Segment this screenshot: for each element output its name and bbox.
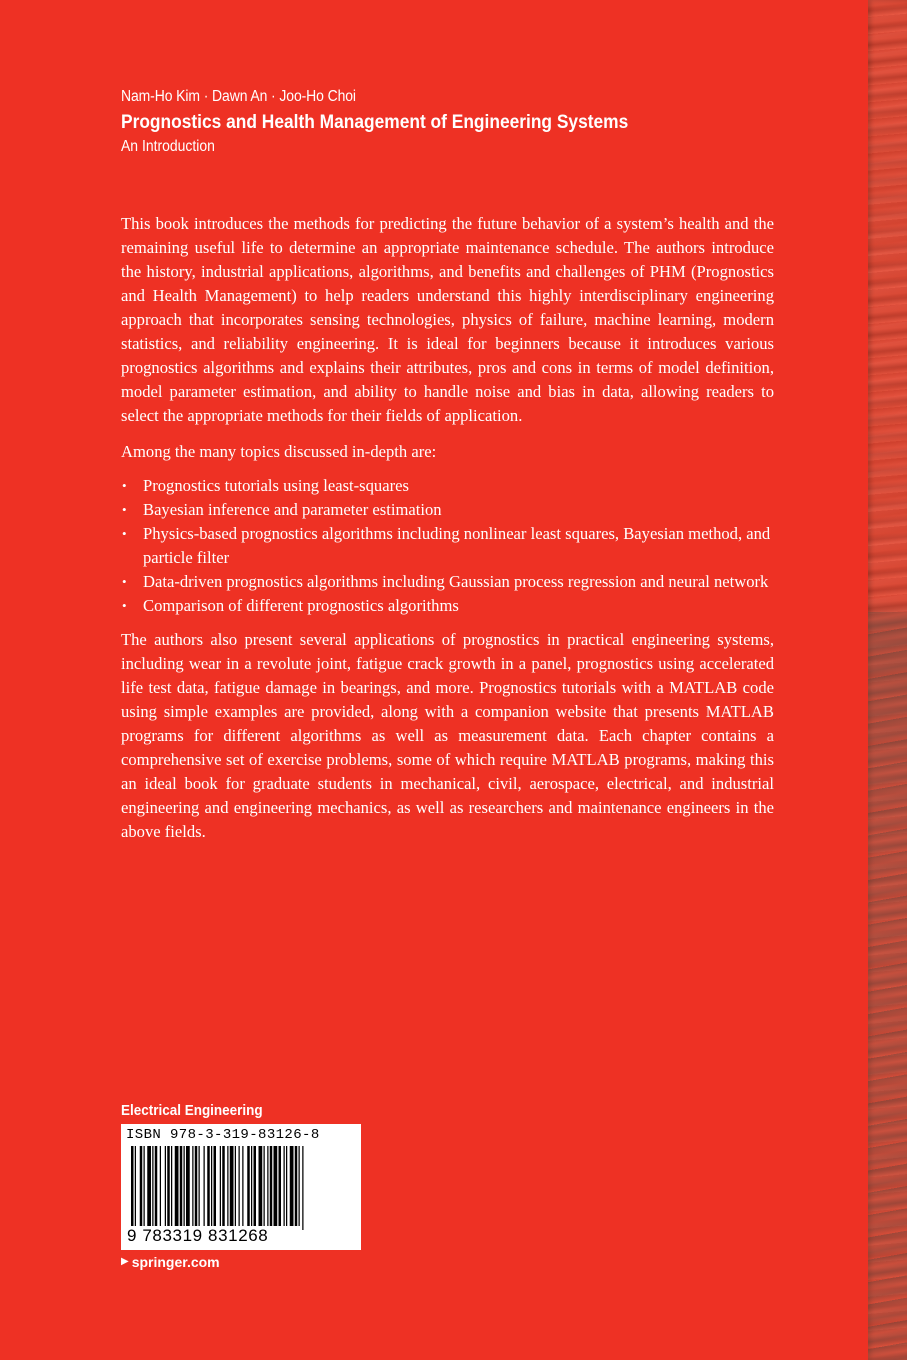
barcode-bar bbox=[199, 1146, 200, 1226]
barcode-bar bbox=[167, 1146, 170, 1226]
list-item: • Data-driven prognostics algorithms including Gaussian process regression and neural network bbox=[121, 570, 774, 594]
barcode-bar bbox=[302, 1146, 303, 1230]
barcode-bar bbox=[284, 1146, 285, 1226]
description-paragraph-2: The authors also present several applications of prognostics in practical engineering systems, including wear in a revolute joint, fatigue crack growth in a panel, prognostics using accelerated life test data, fatigue damage in bearings, and more. Prognostics tutorials with a MATLAB code using simple examples are provided, along with a companion website that presents MATLAB programs for different algorithms as well as measurement data. Each chapter contains a comprehensive set of exercise problems, some of which require MATLAB programs, making this an ideal book for graduate students in mechanical, civil, aerospace, electrical, and industrial engineering and engineering mechanics, as well as researchers and maintenance engineers in the above fields. bbox=[121, 630, 774, 841]
book-title: Prognostics and Health Management of Engineering Systems bbox=[121, 111, 629, 133]
barcode-bar bbox=[295, 1146, 298, 1226]
barcode-bar bbox=[286, 1146, 287, 1226]
barcode-bar bbox=[140, 1146, 143, 1226]
list-item: • Physics-based prognostics algorithms including nonlinear least squares, Bayesian method, and particle filter bbox=[121, 522, 774, 570]
isbn-barcode bbox=[121, 1124, 361, 1250]
cover-header bbox=[121, 86, 821, 158]
barcode-bar bbox=[254, 1146, 257, 1226]
barcode-bar bbox=[152, 1146, 153, 1226]
barcode-bar bbox=[299, 1146, 300, 1226]
barcode-bar bbox=[279, 1146, 282, 1226]
barcode-bar bbox=[214, 1146, 217, 1226]
barcode-bar bbox=[192, 1146, 193, 1226]
barcode-bar bbox=[186, 1146, 190, 1226]
barcode-bar bbox=[160, 1146, 161, 1226]
barcode-bar bbox=[274, 1146, 278, 1226]
description-paragraph-1: This book introduces the methods for predicting the future behavior of a system’s health and the remaining useful life to determine an appropriate maintenance schedule. The authors introduce the history, industrial applications, algorithms, and benefits and challenges of PHM (Prognostics and Health Management) to help readers understand this highly interdisciplinary engineering approach that incorporates sensing technologies, physics of failure, machine learning, modern statistics, and reliability engineering. It is ideal for beginners because it introduces various prognostics algorithms and explains their attributes, pros and cons in terms of model definition, model parameter estimation, and ability to handle noise and bias in data, allowing readers to select the appropriate methods for their fields of application. bbox=[121, 214, 774, 425]
barcode-bar bbox=[242, 1146, 243, 1226]
spine-texture-top bbox=[868, 0, 907, 612]
barcode-bar bbox=[207, 1146, 210, 1226]
website-text: springer.com bbox=[131, 1254, 220, 1270]
barcode-bar bbox=[247, 1146, 250, 1226]
list-item: • Comparison of different prognostics algorithms bbox=[121, 594, 774, 618]
barcode-bar bbox=[195, 1146, 198, 1226]
subject-category: Electrical Engineering bbox=[121, 1103, 263, 1119]
spine-texture-band bbox=[868, 612, 907, 1360]
barcode-bar bbox=[131, 1146, 134, 1230]
barcode-bar bbox=[270, 1146, 273, 1226]
barcode-bar bbox=[184, 1146, 185, 1226]
barcode-bar bbox=[144, 1146, 145, 1226]
barcode-bar bbox=[264, 1146, 265, 1226]
barcode-bar bbox=[155, 1146, 158, 1226]
barcode-bar bbox=[259, 1146, 263, 1226]
barcode-bar bbox=[180, 1146, 183, 1226]
topics-list bbox=[121, 474, 774, 618]
barcode-bar bbox=[220, 1146, 221, 1226]
barcode-bar bbox=[165, 1146, 166, 1226]
book-description bbox=[121, 212, 774, 844]
barcode-number: 9 783319 831268 bbox=[127, 1226, 269, 1245]
barcode-bar bbox=[251, 1146, 252, 1226]
barcode-bar bbox=[175, 1146, 179, 1226]
barcode-bars bbox=[121, 1146, 361, 1230]
authors: Nam-Ho Kim · Dawn An · Joo-Ho Choi bbox=[121, 88, 356, 105]
barcode-bar bbox=[290, 1146, 294, 1226]
website-link[interactable] bbox=[121, 1251, 220, 1273]
list-item: • Bayesian inference and parameter estimation bbox=[121, 498, 774, 522]
barcode-bar bbox=[222, 1146, 225, 1226]
topics-intro: Among the many topics discussed in-depth are: bbox=[121, 442, 437, 461]
barcode-bar bbox=[147, 1146, 151, 1226]
list-item: • Prognostics tutorials using least-squares bbox=[121, 474, 774, 498]
barcode-bar bbox=[235, 1146, 236, 1226]
barcode-bar bbox=[204, 1146, 205, 1226]
barcode-bar bbox=[211, 1146, 212, 1226]
barcode-bar bbox=[171, 1146, 172, 1226]
barcode-bar bbox=[267, 1146, 268, 1226]
barcode-bar bbox=[239, 1146, 240, 1226]
arrow-right-icon: ▶ bbox=[121, 1256, 129, 1267]
barcode-bar bbox=[230, 1146, 234, 1226]
barcode-bar bbox=[135, 1146, 136, 1230]
isbn-label: ISBN 978-3-319-83126-8 bbox=[126, 1127, 320, 1143]
book-subtitle: An Introduction bbox=[121, 138, 215, 155]
barcode-bar bbox=[227, 1146, 228, 1226]
